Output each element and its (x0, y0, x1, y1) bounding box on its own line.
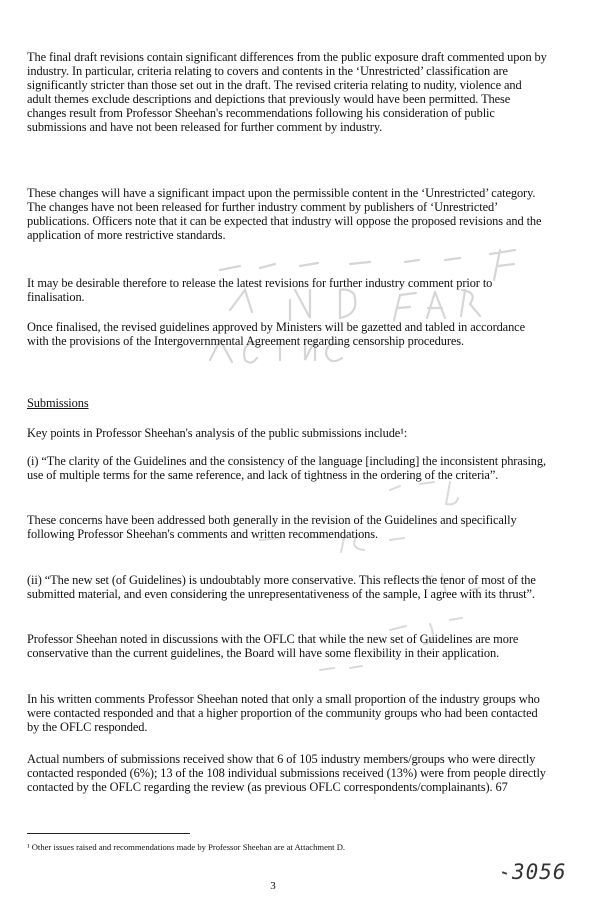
paragraph-once-finalised: Once finalised, the revised guidelines approved by Ministers will be gazetted and tabled in accordance with the provisions of the Intergovernmental Agreement regarding censorship procedures. (27, 320, 525, 348)
page-number: 3 (270, 880, 276, 892)
paragraph-sheehan-discussions: Professor Sheehan noted in discussions with the OFLC that while the new set of Guidelines are more conservative than the current guidelines, the Board will have some flexibility in their application. (27, 632, 519, 660)
footnote: ¹ Other issues raised and recommendations made by Professor Sheehan are at Attachment D. (27, 842, 346, 852)
paragraph-point-i-quote: (i) “The clarity of the Guidelines and the consistency of the language [including] the inconsistent phrasing, use of multiple terms for the same reference, and lack of tightness in the ordering of the criteria”. (27, 454, 546, 482)
watermark-stamp-overlay (200, 240, 540, 390)
paragraph-key-points: Key points in Professor Sheehan's analysis of the public submissions include¹: (27, 426, 408, 440)
paragraph-significant-impact: These changes will have a significant impact upon the permissible content in the ‘Unrestricted’ category. The changes have not been released for further industry comment by publishers of ‘Unrestricted’ publications. Officers note that it can be expected that industry will oppose the proposed revisions and the application of more restrictive standards. (27, 186, 542, 242)
paragraph-final-draft-revisions: The final draft revisions contain significant differences from the public exposure draft commented upon by industry. In particular, criteria relating to covers and contents in the ‘Unrestricted’ classification are significantly stricter than those set out in the draft. The revised criteria relating to nudity, violence and adult themes exclude descriptions and depictions that previously would have been permitted. These changes result from Professor Sheehan's recommendations following his consideration of public submissions and have not been released for further comment by industry. (27, 50, 547, 134)
paragraph-written-comments: In his written comments Professor Sheehan noted that only a small proportion of the industry groups who were contacted responded and that a higher proportion of the community groups who had been contacted by the OFLC responded. (27, 692, 540, 734)
paragraph-release-for-comment: It may be desirable therefore to release the latest revisions for further industry comment prior to finalisation. (27, 276, 493, 304)
paragraph-point-ii-quote: (ii) “The new set (of Guidelines) is undoubtably more conservative. This reflects the tenor of most of the submitted material, and even considering the unrepresentativeness of the sample, I agree with its thrust”. (27, 573, 536, 601)
paragraph-concerns-addressed: These concerns have been addressed both generally in the revision of the Guidelines and specifically following Professor Sheehan's comments and written recommendations. (27, 513, 517, 541)
paragraph-actual-numbers: Actual numbers of submissions received show that 6 of 105 industry members/groups who were directly contacted responded (6%); 13 of the 108 individual submissions received (13%) were from people directly contacted by the OFLC regarding the review (as previous OFLC correspondents/complainants). 67 (27, 752, 546, 794)
document-stamp-number: 3056 (512, 860, 567, 884)
footnote-separator (27, 833, 190, 834)
section-heading-submissions: Submissions (27, 396, 89, 410)
stamp-tick-mark (502, 871, 507, 875)
